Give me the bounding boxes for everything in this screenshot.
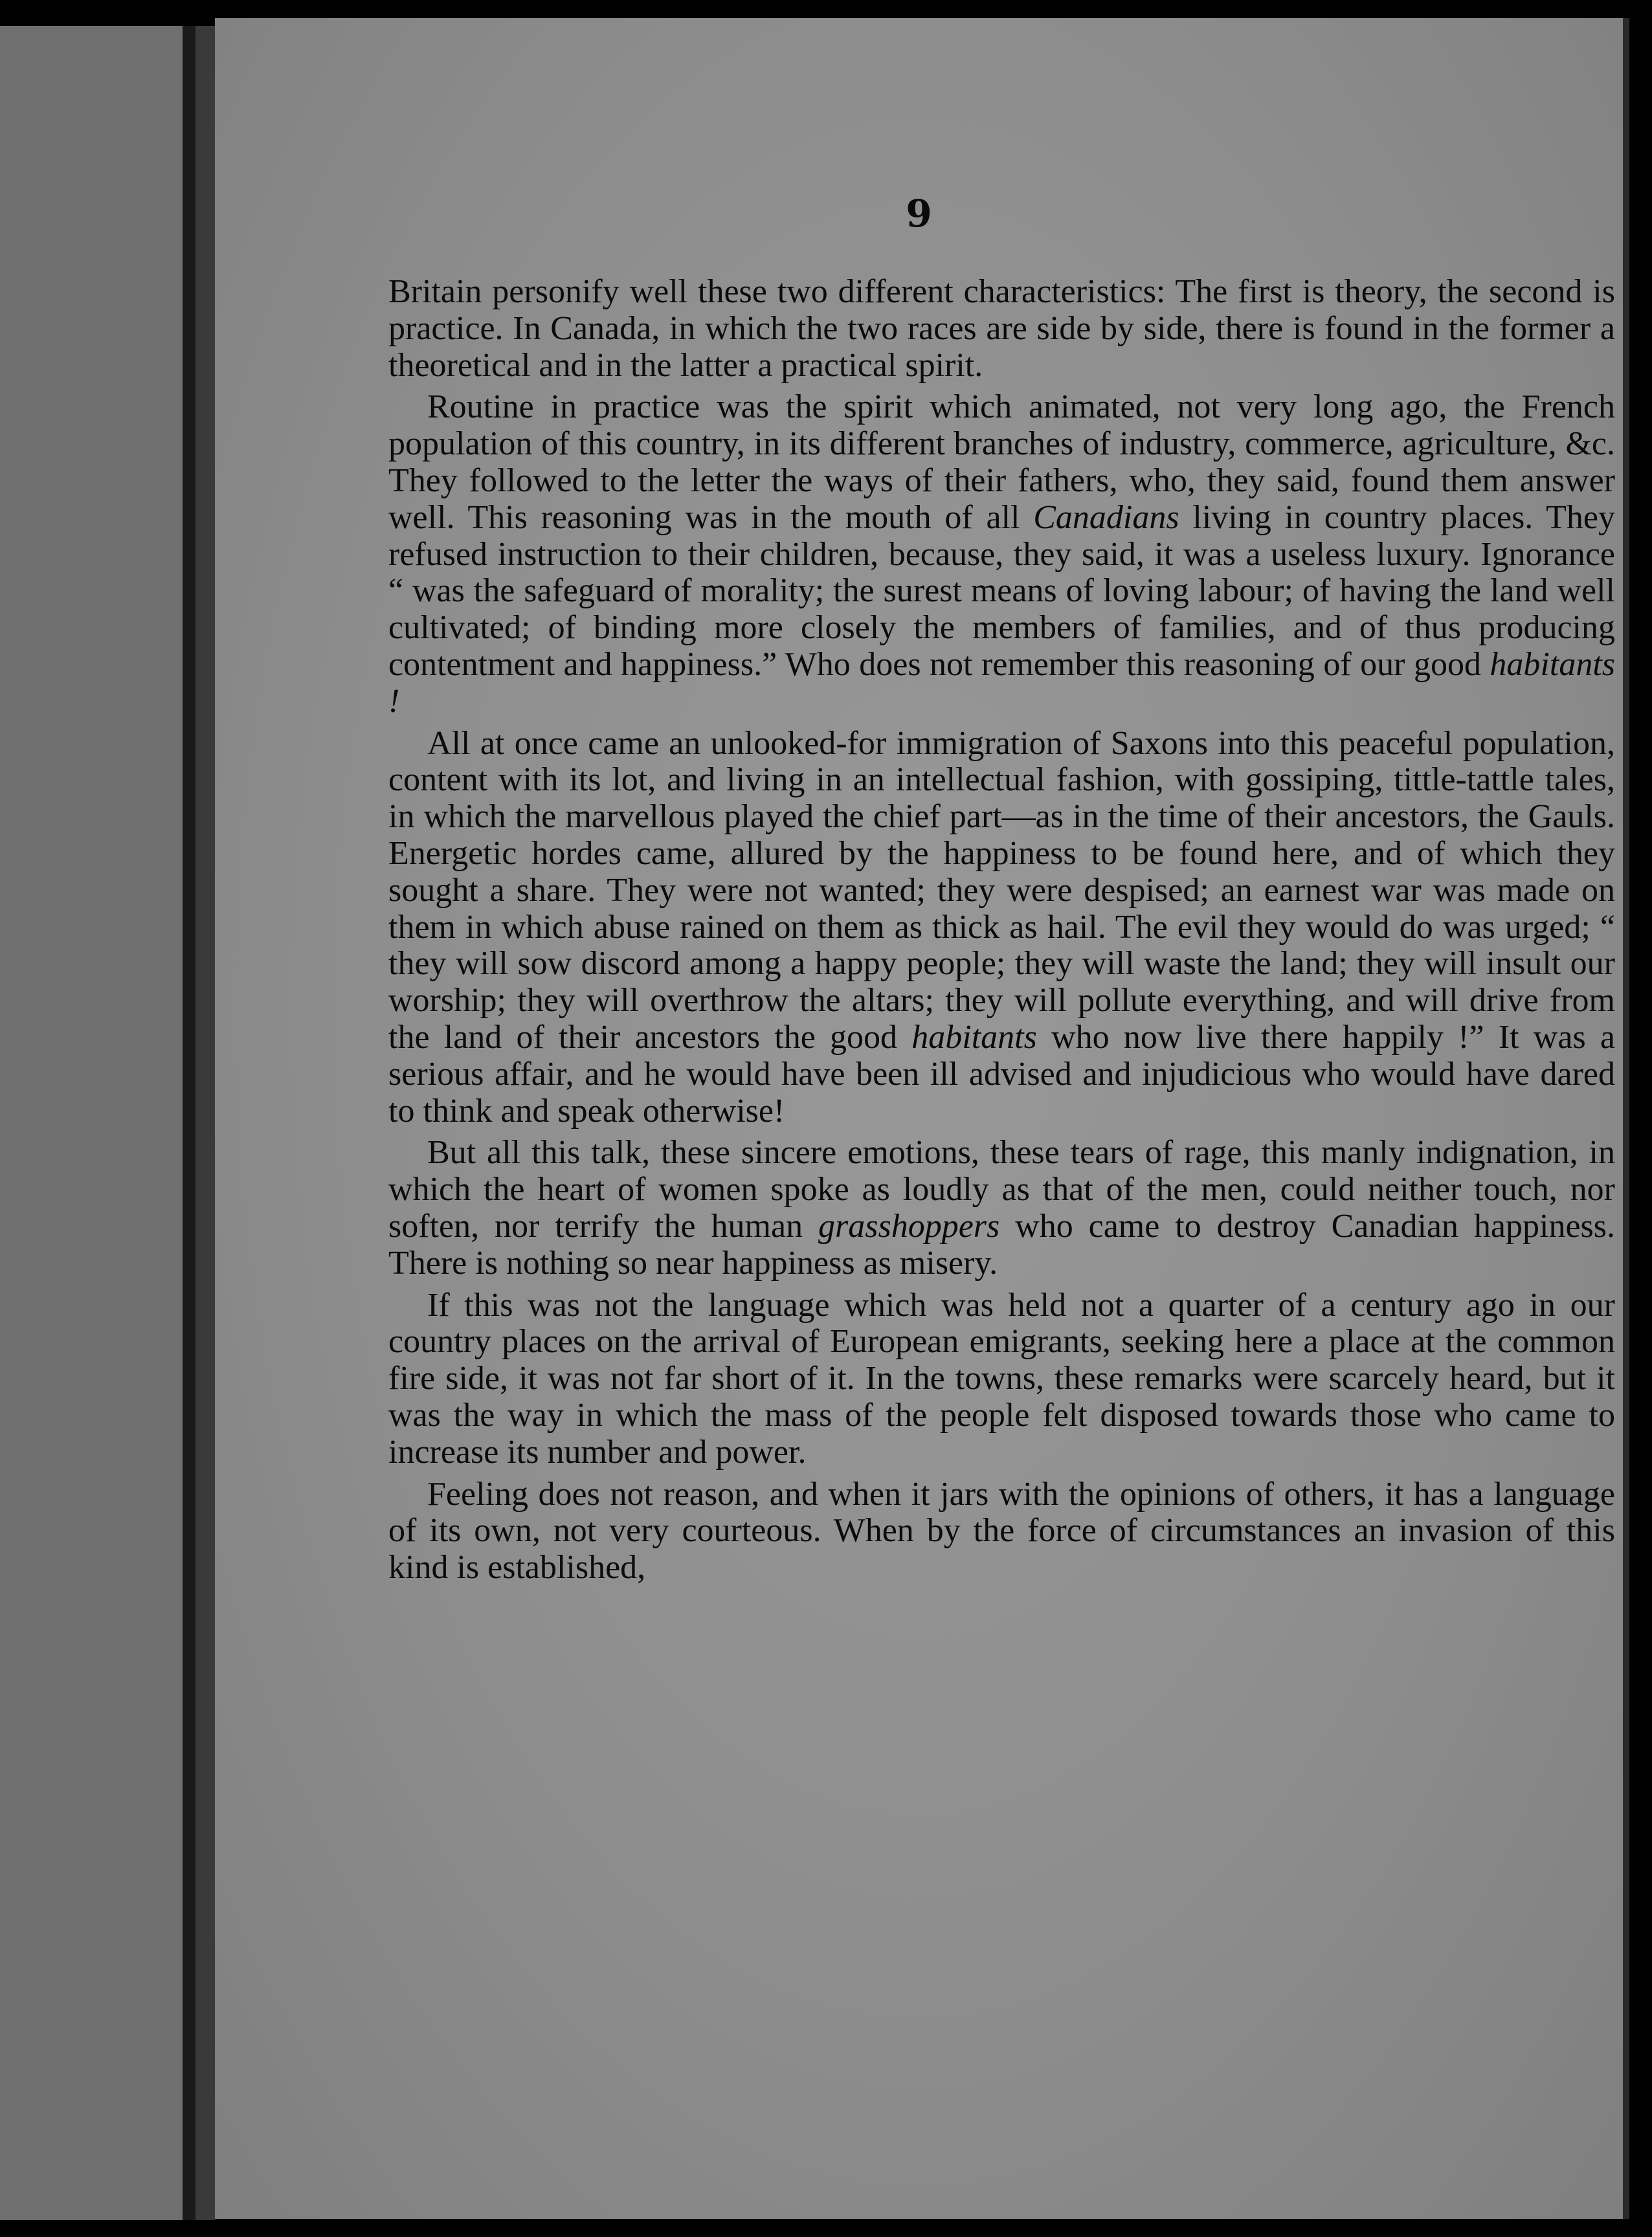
paragraph xyxy=(388,389,1615,720)
facing-page-border xyxy=(183,26,195,2220)
italic-text-run: grasshoppers xyxy=(818,1207,1000,1245)
text-run: who now live there happily !” It was a serious affair, and he would have been ill advised and injudicious who would have dared to think and speak otherwise! xyxy=(388,1018,1615,1130)
body-text xyxy=(388,274,1615,1586)
text-run: Britain personify well these two different characteristics: The first is theory, the second is practice. In Canada, in which the two races are side by side, there is found in the former a theoretical and in the latter a practical spirit. xyxy=(388,273,1615,384)
text-run: living in country places. They refused instruction to their children, because, they said, it was a useless luxury. Ignorance “ was the safeguard of morality; the surest means of loving labour; of having the land well cultivated; of binding more closely the members of families, and of thus producing contentment and happiness.” Who does not remember this reasoning of our good xyxy=(388,498,1615,683)
text-run: Feeling does not reason, and when it jars with the opinions of others, it has a language of its own, not very courteous. When by the force of circumstances an invasion of this kind is established, xyxy=(388,1475,1615,1586)
text-run: Routine in practice was the spirit which animated, not very long ago, the French population of this country, in its different branches of industry, commerce, agriculture, &c. They followed to the letter the ways of their fathers, who, they said, found them answer well. This reasoning was in the mouth of all xyxy=(388,388,1615,536)
text-run: But all this talk, these sincere emotions, these tears of rage, this manly indignation, in which the heart of women spoke as loudly as that of the men, could neither touch, nor soften, nor terrify the human xyxy=(388,1134,1615,1245)
book-page xyxy=(215,18,1623,2219)
italic-text-run: habitants xyxy=(911,1018,1037,1056)
paragraph xyxy=(388,1287,1615,1471)
text-run: If this was not the language which was held not a quarter of a century ago in our country places on the arrival of European emigrants, seeking here a place at the common fire side, it was not far short of it. In the towns, these remarks were scarcely heard, but it was the way in which the mass of the people felt disposed towards those who came to increase its number and power. xyxy=(388,1286,1615,1471)
paragraph xyxy=(388,274,1615,384)
paragraph xyxy=(388,726,1615,1130)
paragraph xyxy=(388,1135,1615,1282)
text-run: All at once came an unlooked-for immigration of Saxons into this peaceful population, content with its lot, and living in an intellectual fashion, with gossiping, tittle-tattle tales, in which the marvellous played the chief part—as in the time of their ancestors, the Gauls. Energetic hordes came, allured by the happiness to be found here, and of which they sought a share. They were not wanted; they were despised; an earnest war was made on them in which abuse rained on them as thick as hail. The evil they would do was urged; “ they will sow discord among a happy people; they will waste the land; they will insult our worship; they will overthrow the altars; they will pollute everything, and will drive from the land of their ancestors the good xyxy=(388,724,1615,1056)
book-gutter xyxy=(195,26,215,2220)
page-number: 9 xyxy=(906,192,932,236)
facing-page-edge xyxy=(0,26,188,2220)
italic-text-run: Canadians xyxy=(1033,498,1179,536)
paragraph xyxy=(388,1476,1615,1586)
text-run: who came to destroy Canadian happiness. There is nothing so near happiness as misery. xyxy=(388,1207,1615,1282)
italic-text-run: habitants ! xyxy=(388,645,1615,720)
page-right-edge xyxy=(1623,18,1629,2219)
